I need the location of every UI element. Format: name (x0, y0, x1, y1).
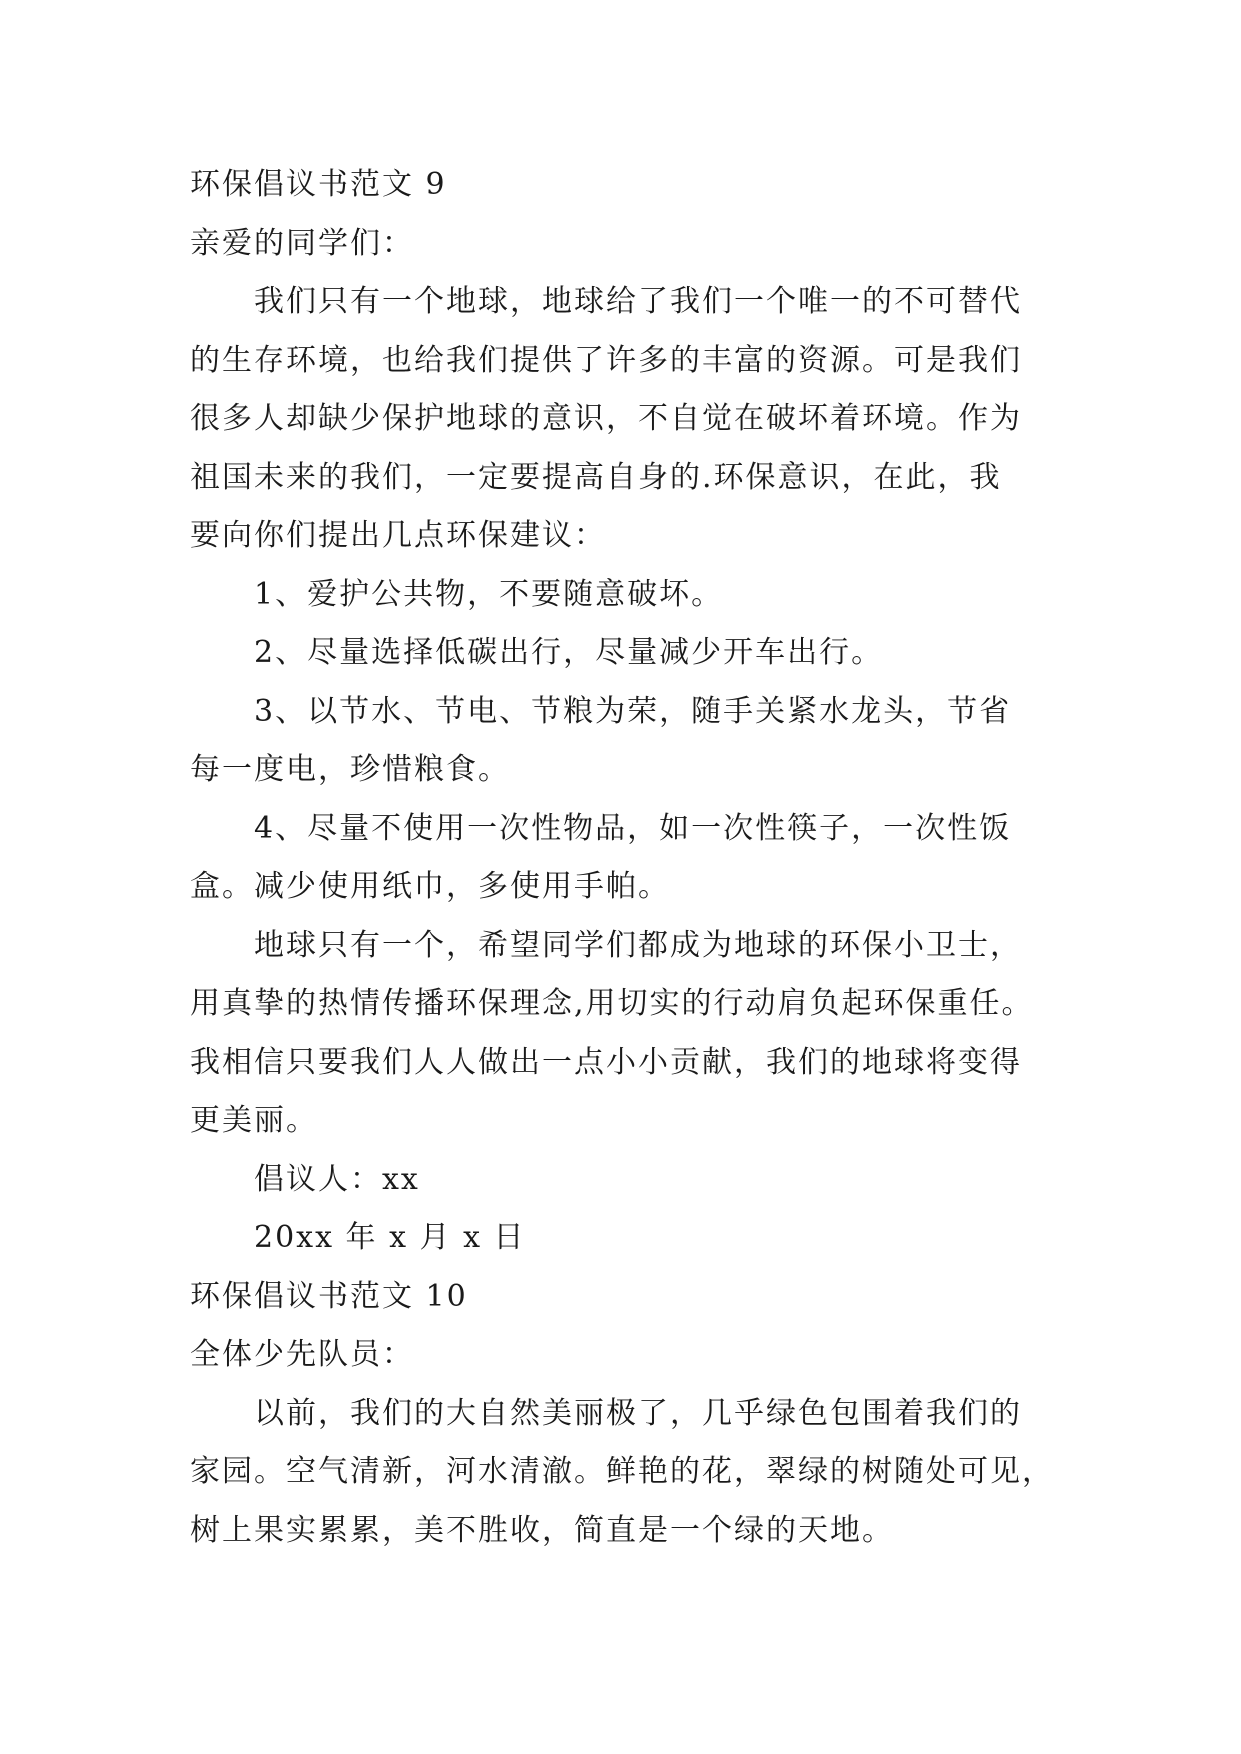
paragraph-line: 要向你们提出几点环保建议： (190, 518, 606, 553)
section-heading-10: 环保倡议书范文 10 (190, 1278, 468, 1314)
paragraph-line: 家园。空气清新，河水清澈。鲜艳的花，翠绿的树随处可见， (190, 1454, 1054, 1489)
paragraph-line: 用真挚的热情传播环保理念,用切实的行动肩负起环保重任。 (190, 986, 1034, 1021)
paragraph-line: 以前，我们的大自然美丽极了，几乎绿色包围着我们的 (254, 1395, 1022, 1431)
paragraph-line: 我们只有一个地球，地球给了我们一个唯一的不可替代 (254, 284, 1022, 319)
paragraph-line: 祖国未来的我们，一定要提高自身的.环保意识，在此，我 (190, 459, 1002, 495)
list-item: 3、以节水、节电、节粮为荣，随手关紧水龙头，节省 (254, 693, 1012, 729)
paragraph-line: 我相信只要我们人人做出一点小小贡献，我们的地球将变得 (190, 1044, 1022, 1080)
paragraph-line: 树上果实累累，美不胜收，简直是一个绿的天地。 (190, 1512, 894, 1548)
list-item-continuation: 盒。减少使用纸巾，多使用手帕。 (190, 869, 670, 904)
section-heading-9: 环保倡议书范文 9 (190, 167, 447, 202)
list-item-continuation: 每一度电，珍惜粮食。 (190, 752, 510, 787)
salutation: 全体少先队员： (190, 1337, 414, 1372)
paragraph-line: 的生存环境，也给我们提供了许多的丰富的资源。可是我们 (190, 342, 1022, 378)
date-line: 20xx 年 x 月 x 日 (254, 1220, 526, 1255)
paragraph-line: 地球只有一个，希望同学们都成为地球的环保小卫士， (254, 927, 1022, 963)
paragraph-line: 很多人却缺少保护地球的意识，不自觉在破坏着环境。作为 (190, 401, 1022, 436)
salutation: 亲爱的同学们： (190, 225, 414, 261)
list-item: 2、尽量选择低碳出行，尽量减少开车出行。 (254, 635, 884, 670)
list-item: 1、爱护公共物，不要随意破坏。 (254, 576, 724, 612)
list-item: 4、尽量不使用一次性物品，如一次性筷子，一次性饭 (254, 810, 1012, 846)
paragraph-line: 更美丽。 (190, 1103, 318, 1138)
signature-line: 倡议人：xx (254, 1161, 420, 1197)
document-body (190, 156, 1054, 1560)
